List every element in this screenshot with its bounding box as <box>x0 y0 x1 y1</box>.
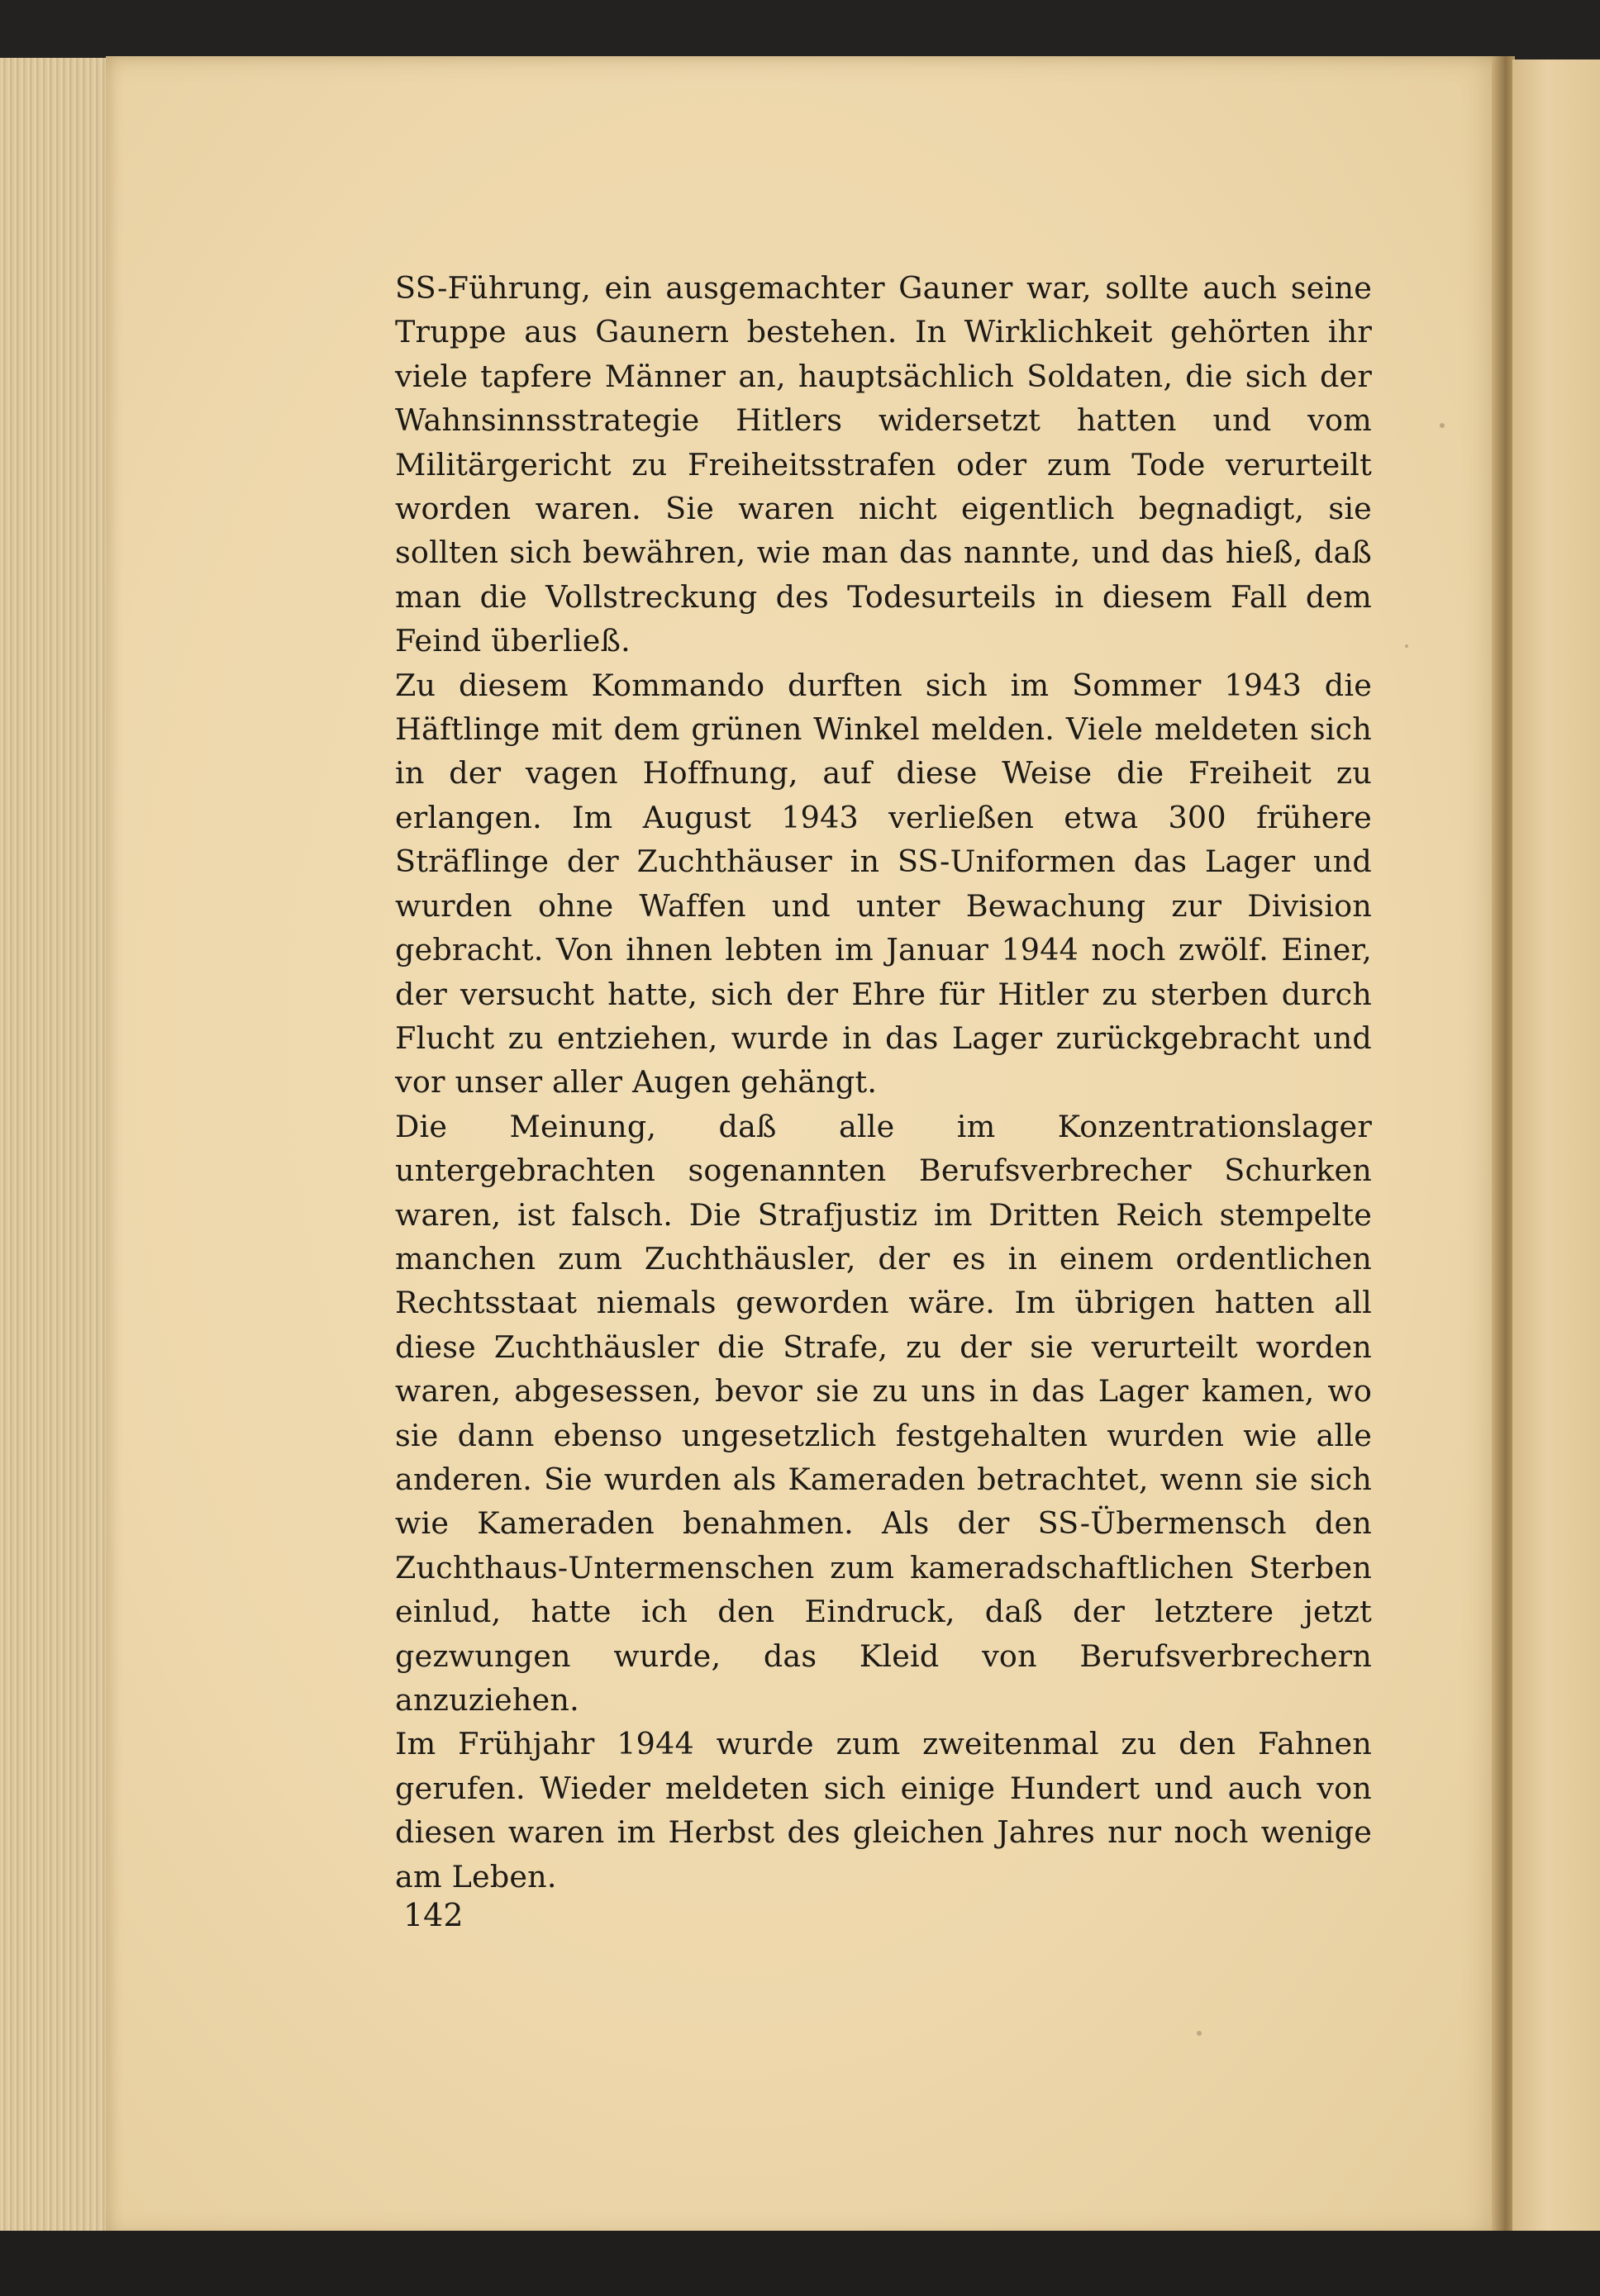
paper-speck <box>1197 2031 1202 2036</box>
book-gutter <box>1492 56 1515 2237</box>
scan-top-border <box>0 0 1600 64</box>
paragraph-4: Im Frühjahr 1944 wurde zum zweitenmal zu den Fahnen gerufen. Wieder meldeten sich einige Hundert und auch von diesen waren im Herbst des gleichen Jahres nur noch wenige am Leben. <box>395 1726 1372 1894</box>
paragraph-2: Zu diesem Kommando durften sich im Sommer 1943 die Häftlinge mit dem grünen Winkel melden. Viele meldeten sich in der vagen Hoffnung, auf diese Weise die Freiheit zu erlangen. Im August 1943 verließen etwa 300 frühere Sträflinge der Zuchthäuser in SS-Uniformen das Lager und wurden ohne Waffen und unter Bewachung zur Division gebracht. Von ihnen lebten im Januar 1944 noch zwölf. Einer, der versucht hatte, sich der Ehre für Hitler zu sterben durch Flucht zu entziehen, wurde in das Lager zurückgebracht und vor unser aller Augen gehängt. <box>395 667 1372 1100</box>
stacked-page-edges <box>0 58 117 2239</box>
paragraph-3: Die Meinung, daß alle im Konzentrationslager untergebrachten sogenannten Berufsverbrecher Schurken waren, ist falsch. Die Strafjustiz im Dritten Reich stempelte manchen zum Zuchthäusler, der es in einem ordentlichen Rechtsstaat niemals geworden wäre. Im übrigen hatten all diese Zuchthäusler die Strafe, zu der sie verurteilt worden waren, abgesessen, bevor sie zu uns in das Lager kamen, wo sie dann ebenso ungesetzlich festgehalten wurden wie alle anderen. Sie wurden als Kameraden betrachtet, wenn sie sich wie Kameraden benahmen. Als der SS-Übermensch den Zuchthaus-Untermenschen zum kameradschaftlichen Sterben einlud, hatte ich den Eindruck, daß der letztere jetzt gezwungen wurde, das Kleid von Berufsverbrechern anzuziehen. <box>395 1108 1372 1718</box>
body-text <box>395 266 1372 1899</box>
page-number: 142 <box>403 1897 464 1933</box>
paper-speck <box>1440 423 1445 428</box>
scan-bottom-border <box>0 2231 1600 2296</box>
paper-speck <box>1405 644 1408 648</box>
paragraph-1: SS-Führung, ein ausgemachter Gauner war, sollte auch seine Truppe aus Gaunern bestehen. In Wirklichkeit gehörten ihr viele tapfere Männer an, hauptsächlich Soldaten, die sich der Wahnsinnsstrategie Hitlers widersetzt hatten und vom Militärgericht zu Freiheitsstrafen oder zum Tode verurteilt worden waren. Sie waren nicht eigentlich begnadigt, sie sollten sich bewähren, wie man das nannte, und das hieß, daß man die Vollstreckung des Todesurteils in diesem Fall dem Feind überließ. <box>395 270 1372 659</box>
facing-page-edge <box>1512 59 1600 2234</box>
